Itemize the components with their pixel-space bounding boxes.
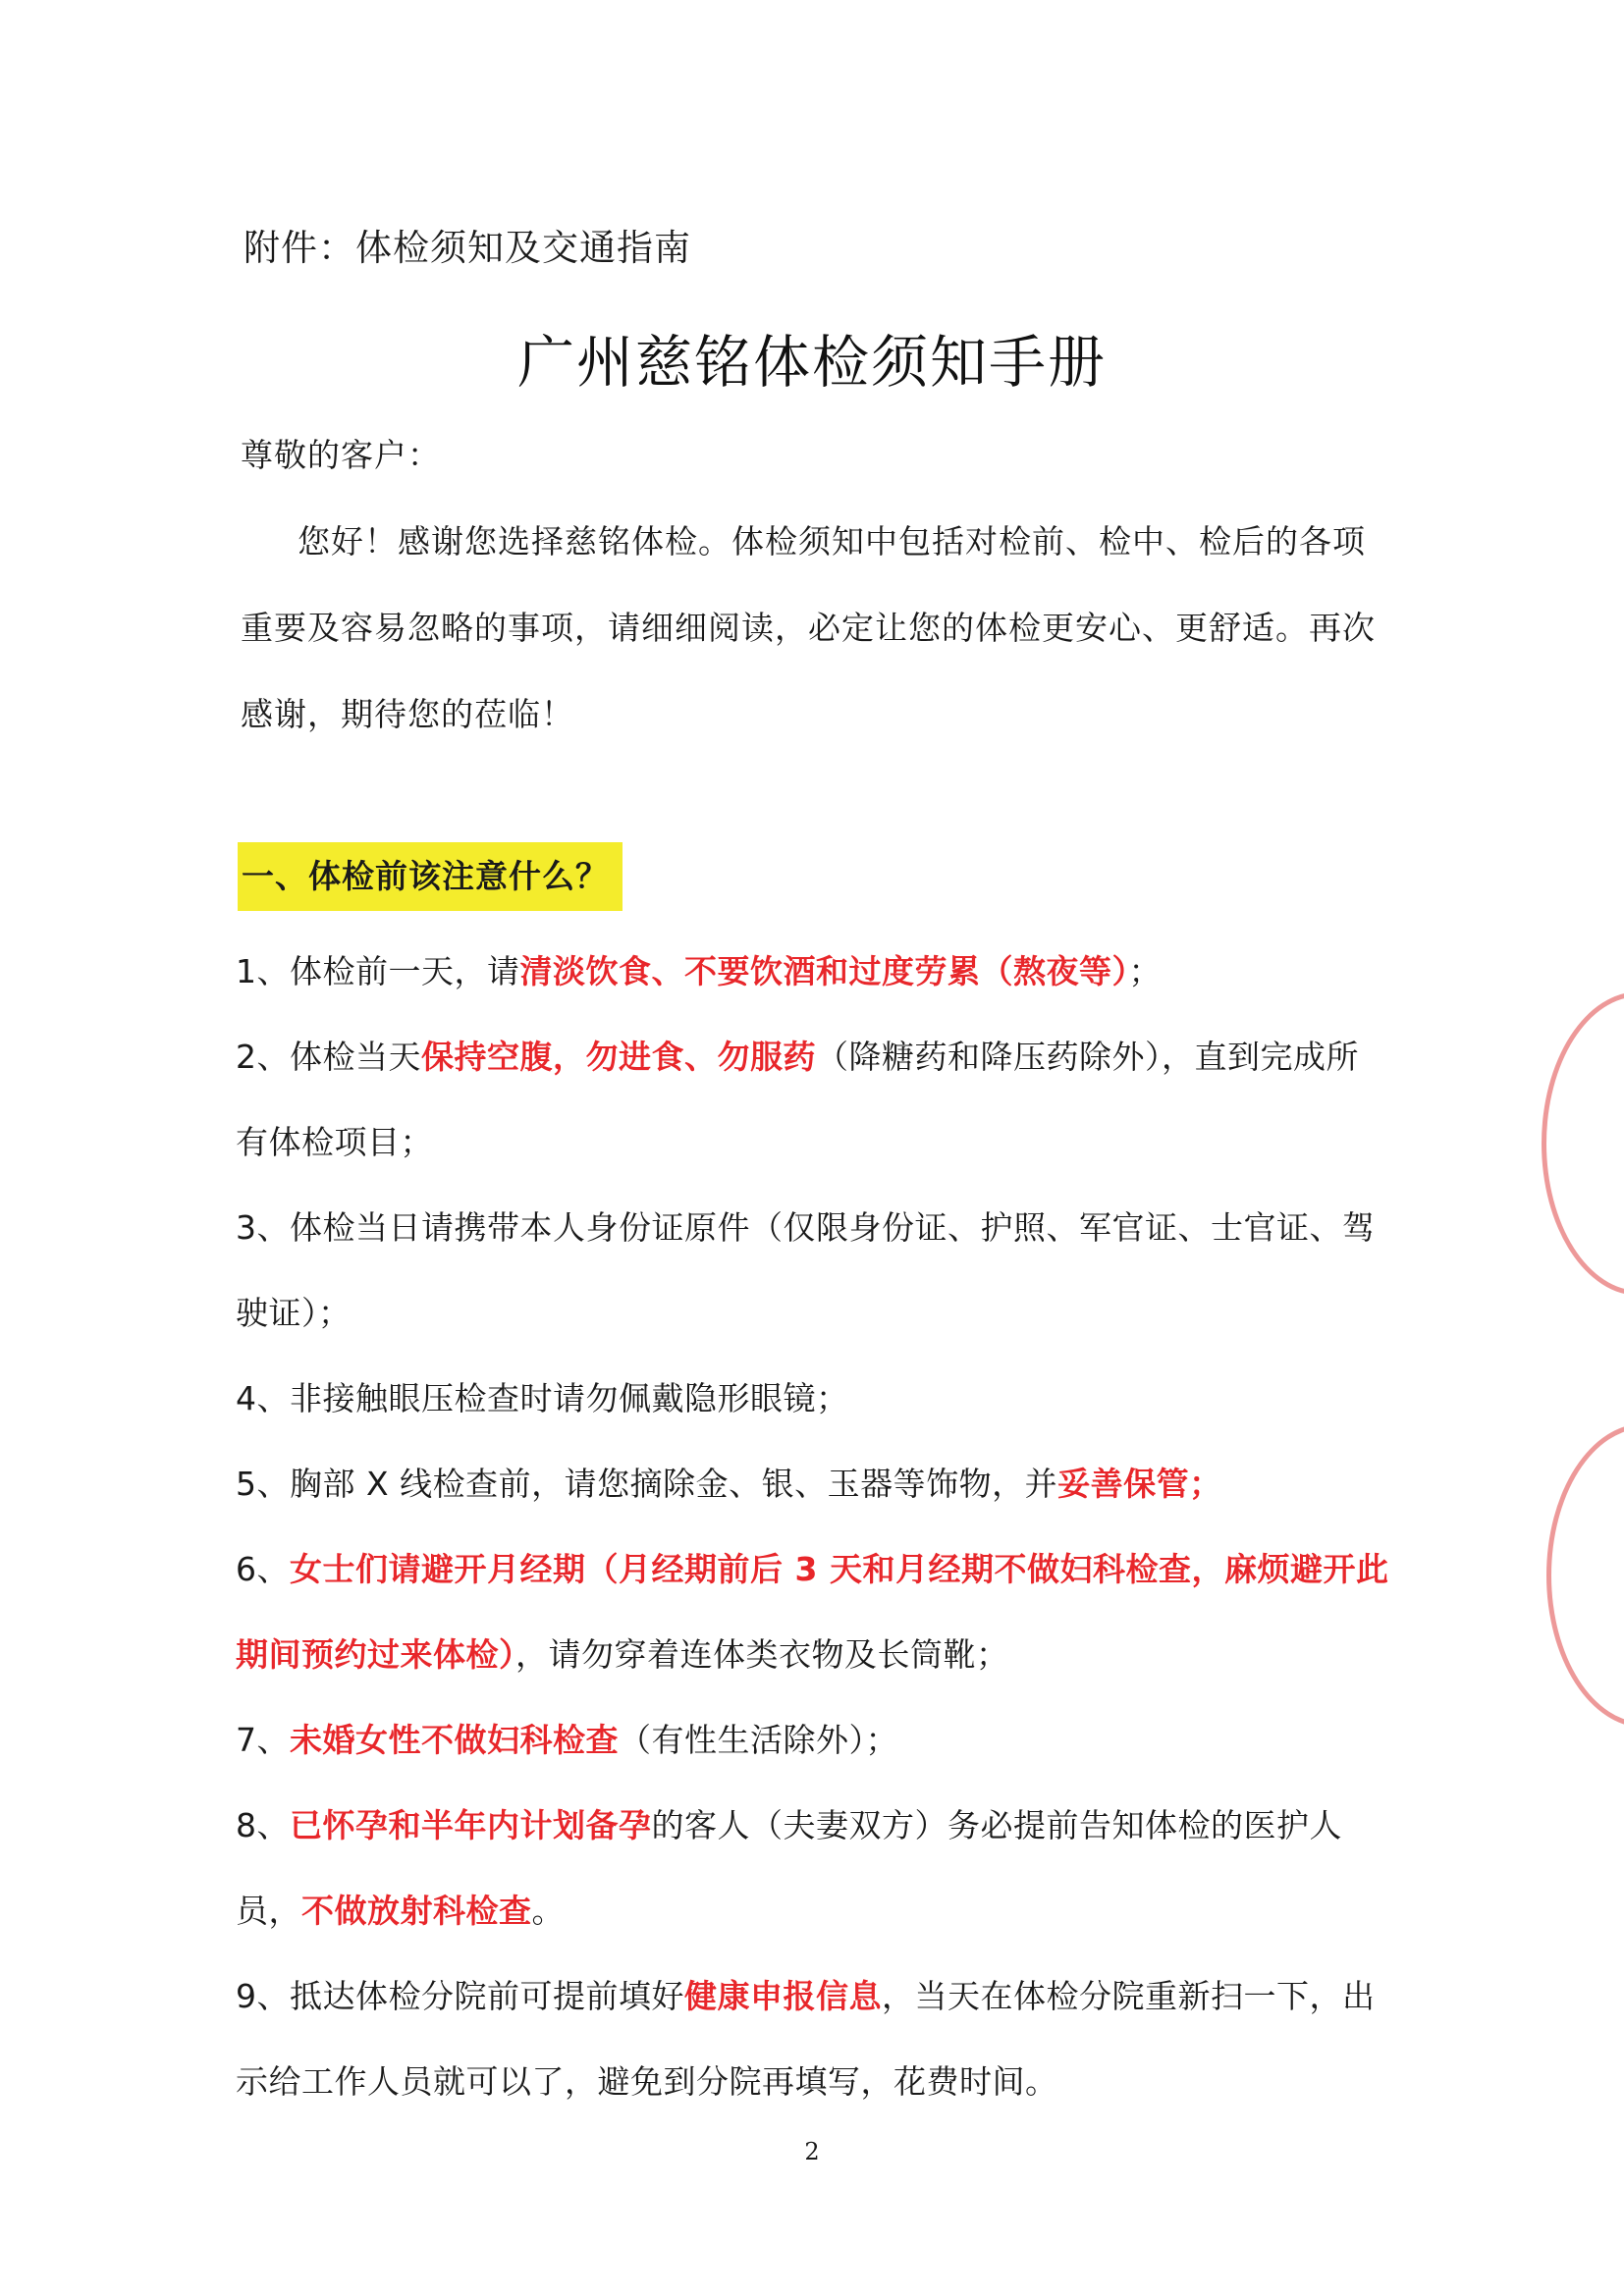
item-text: ，请勿穿着连体类衣物及长筒靴； <box>515 1635 1009 1674</box>
item-text: ，当天在体检分院重新扫一下，出示给工作人员就可以了，避免到分院再填写，花费时间。 <box>236 1977 1376 2101</box>
instruction-list <box>236 929 1389 2124</box>
item-text: （降糖药和降压药除外），直到完成所有体检项目； <box>236 1038 1359 1161</box>
section-heading: 一、体检前该注意什么？ <box>238 842 623 911</box>
emphasis-text: 清淡饮食、不要饮酒和过度劳累（熬夜等） <box>519 952 1129 990</box>
emphasis-text: 健康申报信息 <box>684 1977 882 2015</box>
item-text: 6、 <box>236 1550 290 1588</box>
official-seal-partial <box>1542 991 1624 1296</box>
item-text: 的客人（夫妻双方）务必提前告知体检的医护人员， <box>236 1806 1342 1930</box>
page-number: 2 <box>804 2138 820 2165</box>
list-item <box>236 1953 1389 2124</box>
item-text: 2、体检当天 <box>236 1038 421 1076</box>
item-text: 7、 <box>236 1721 290 1759</box>
item-text: 4、非接触眼压检查时请勿佩戴隐形眼镜； <box>236 1379 849 1417</box>
item-text: 9、抵达体检分院前可提前填好 <box>236 1977 684 2015</box>
intro-paragraph <box>241 499 1389 758</box>
emphasis-text: 已怀孕和半年内计划备孕 <box>290 1806 652 1844</box>
list-item <box>236 1014 1389 1185</box>
list-item <box>236 1697 1389 1783</box>
emphasis-text: 保持空腹，勿进食、勿服药 <box>421 1038 816 1076</box>
emphasis-text: 未婚女性不做妇科检查 <box>290 1721 619 1759</box>
intro-text: 您好！感谢您选择慈铭体检。体检须知中包括对检前、检中、检后的各项重要及容易忽略的事项，请细细阅读，必定让您的体检更安心、更舒适。再次感谢，期待您的莅临！ <box>241 522 1376 733</box>
greeting: 尊敬的客户： <box>241 436 441 474</box>
emphasis-text: 女士们请避开月经期（月经期前后 3 天和月经期不做妇科检查，麻烦避开此期间预约过来体检） <box>236 1550 1389 1674</box>
item-text: ； <box>1128 952 1162 990</box>
item-text: 。 <box>531 1892 565 1930</box>
list-item <box>236 929 1389 1014</box>
emphasis-text: 妥善保管； <box>1057 1465 1222 1503</box>
item-text: （有性生活除外）； <box>619 1721 898 1759</box>
official-seal-partial-2 <box>1546 1423 1624 1728</box>
item-text: 1、体检前一天，请 <box>236 952 520 990</box>
list-item <box>236 1185 1389 1356</box>
list-item <box>236 1356 1389 1441</box>
item-text: 8、 <box>236 1806 290 1844</box>
list-item <box>236 1783 1389 1953</box>
attachment-label: 附件：体检须知及交通指南 <box>244 227 691 269</box>
item-text: 5、胸部 X 线检查前，请您摘除金、银、玉器等饰物，并 <box>236 1465 1058 1503</box>
list-item <box>236 1441 1389 1526</box>
document-title: 广州慈铭体检须知手册 <box>516 329 1107 396</box>
item-text: 3、体检当日请携带本人身份证原件（仅限身份证、护照、军官证、士官证、驾驶证）； <box>236 1208 1376 1332</box>
list-item <box>236 1526 1389 1697</box>
emphasis-text: 不做放射科检查 <box>301 1892 532 1930</box>
